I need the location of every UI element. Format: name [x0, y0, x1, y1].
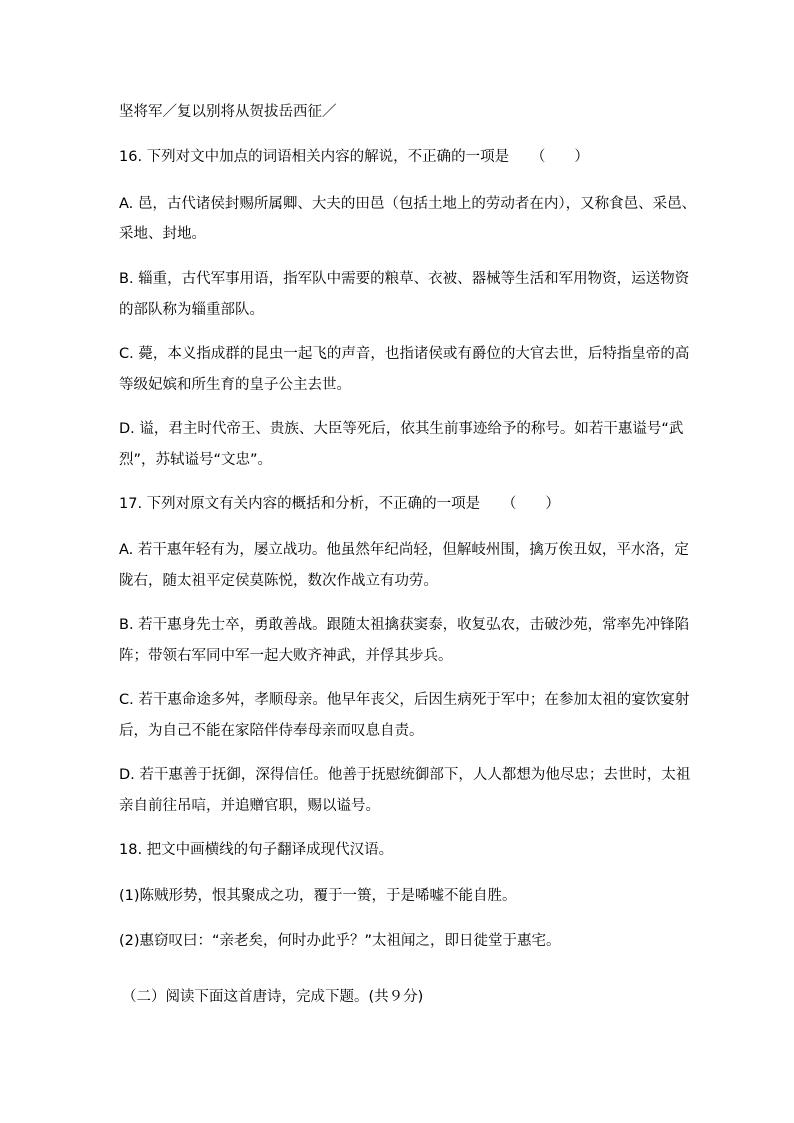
q16-option-b-line2: 的部队称为辎重部队。	[119, 302, 264, 318]
q16-option-a-line1: A. 邑，古代诸侯封赐所属卿、大夫的田邑（包括土地上的劳动者在内），又称食邑、采邑、	[119, 196, 697, 212]
q16-option-d-line1: D. 谥，君主时代帝王、贵族、大臣等死后，依其生前事迹给予的称号。如若干惠谥号“武	[119, 421, 684, 437]
q17-option-d-line1: D. 若干惠善于抚御，深得信任。他善于抚慰统御部下，人人都想为他尽忠；去世时，太祖	[119, 767, 691, 783]
q16-option-c-line1: C. 薨，本义指成群的昆虫一起飞的声音，也指诸侯或有爵位的大官去世，后特指皇帝的高	[119, 346, 690, 362]
q18-sentence-1: (1)陈贼形势，恨其聚成之功，覆于一篑，于是唏嘘不能自胜。	[119, 888, 517, 904]
question-16-stem: 16. 下列对文中加点的词语相关内容的解说，不正确的一项是 （ ）	[119, 149, 589, 165]
q16-option-d-line2: 烈”，苏轼谥号“文忠”。	[119, 452, 273, 468]
q17-option-b-line2: 阵；带领右军同中军一起大败齐神武，并俘其步兵。	[119, 648, 453, 664]
q18-sentence-2: (2)惠窃叹曰：“亲老矣，何时办此乎？”太祖闻之，即日徙堂于惠宅。	[119, 933, 561, 949]
q17-option-d-line2: 亲自前往吊唁，并追赠官职，赐以谥号。	[119, 798, 380, 814]
q17-option-c-line1: C. 若干惠命途多舛，孝顺母亲。他早年丧父，后因生病死于军中；在参加太祖的宴饮宴射	[119, 692, 690, 708]
q16-option-a-line2: 采地、封地。	[119, 226, 206, 242]
question-18-stem: 18. 把文中画横线的句子翻译成现代汉语。	[119, 842, 394, 858]
question-17-stem: 17. 下列对原文有关内容的概括和分析，不正确的一项是 （ ）	[119, 496, 560, 512]
q17-option-c-line2: 后，为自己不能在家陪伴侍奉母亲而叹息自责。	[119, 723, 424, 739]
q16-option-b-line1: B. 辎重，古代军事用语，指军队中需要的粮草、衣被、器械等生活和军用物资，运送物资	[119, 271, 690, 287]
q17-option-a-line1: A. 若干惠年轻有为，屡立战功。他虽然年纪尚轻，但解岐州围，擒万俟丑奴，平水洛，定	[119, 542, 689, 558]
q16-option-c-line2: 等级妃嫔和所生育的皇子公主去世。	[119, 377, 351, 393]
section-2-heading: （二）阅读下面这首唐诗，完成下题。(共９分)	[122, 989, 424, 1005]
text-line-continuation: 坚将军／复以别将从贺拔岳西征／	[119, 104, 337, 120]
q17-option-b-line1: B. 若干惠身先士卒，勇敢善战。跟随太祖擒获窦泰，收复弘农，击破沙苑，常率先冲锋陷	[119, 617, 690, 633]
q17-option-a-line2: 陇右，随太祖平定侯莫陈悦，数次作战立有功劳。	[119, 573, 438, 589]
